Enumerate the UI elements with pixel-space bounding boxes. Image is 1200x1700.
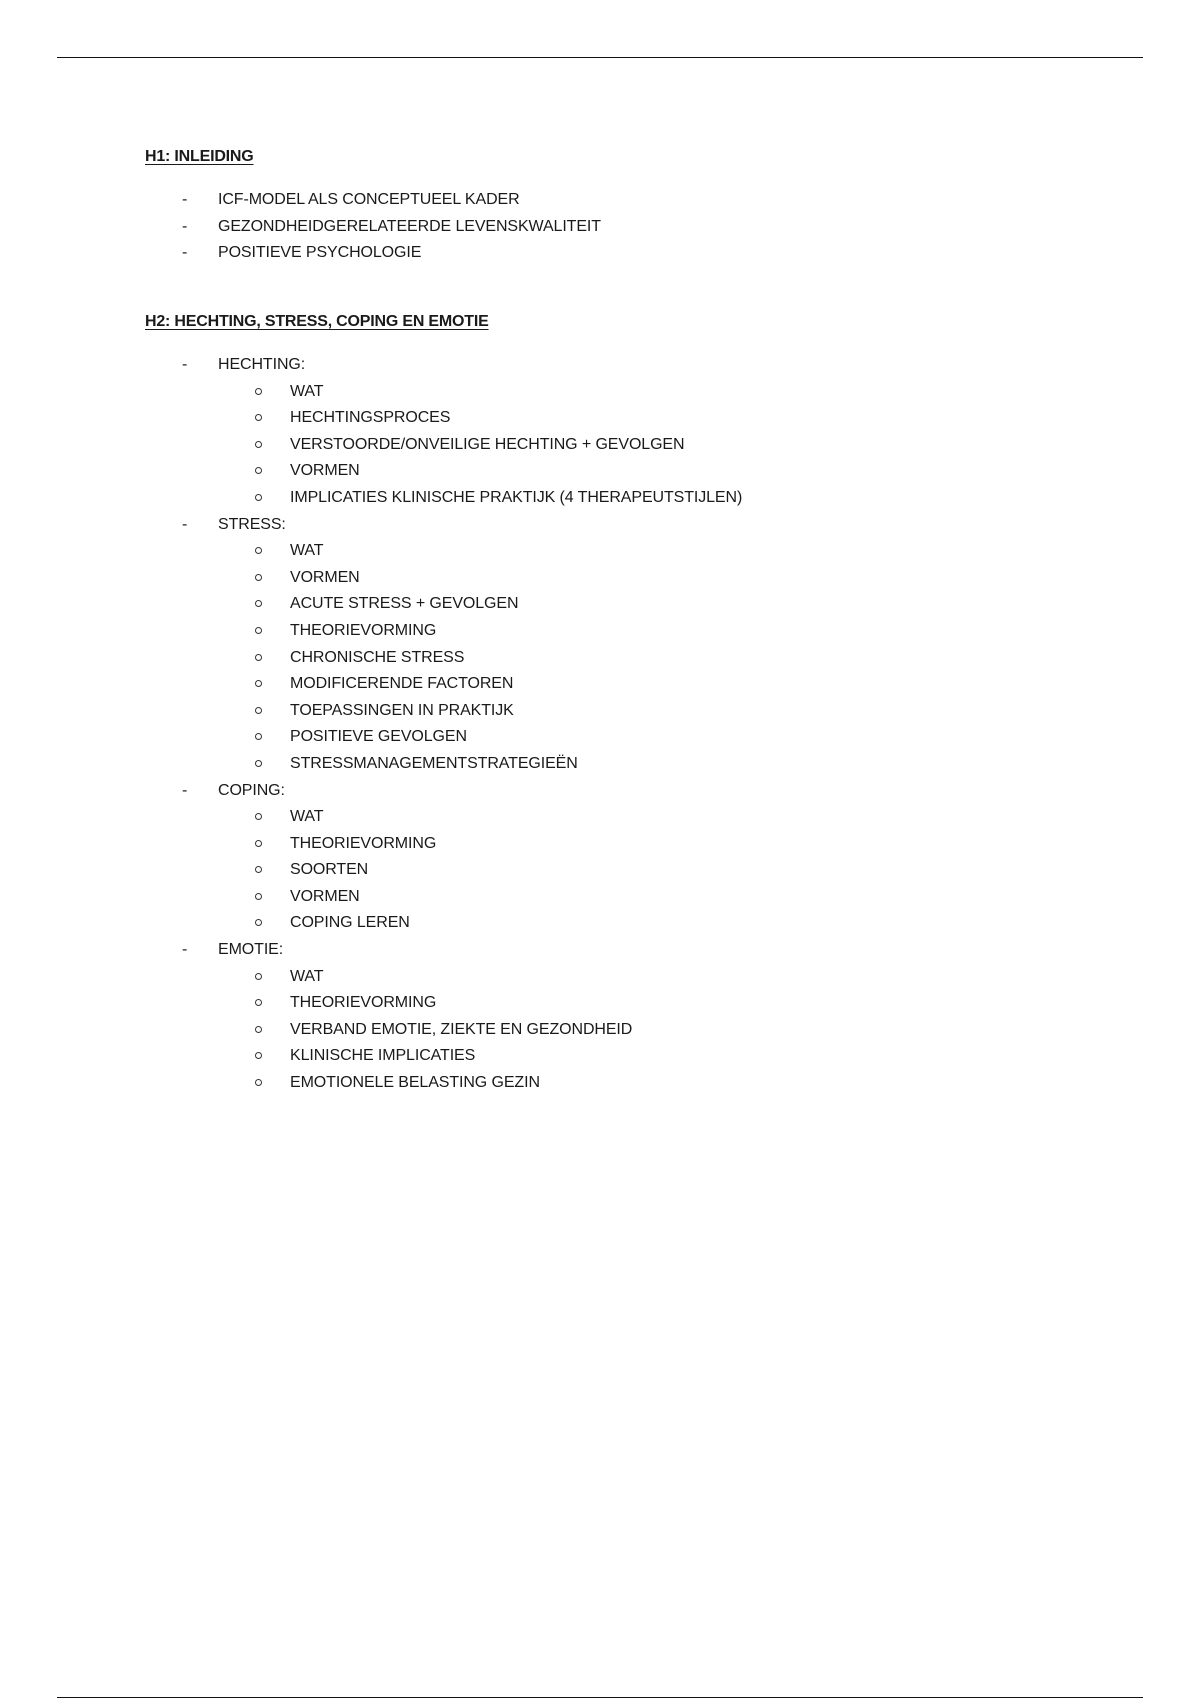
circle-bullet-icon [255,707,262,714]
circle-bullet-icon [255,414,262,421]
header-rule [57,57,1143,58]
sub-item-text: WAT [290,382,324,400]
sub-item-text: VERBAND EMOTIE, ZIEKTE EN GEZONDHEID [290,1020,633,1038]
circle-bullet-icon [255,680,262,687]
dash-bullet: - [182,515,188,533]
sub-item-text: TOEPASSINGEN IN PRAKTIJK [290,701,514,719]
circle-bullet-icon [255,1026,262,1033]
dash-bullet: - [182,356,188,373]
group-label: EMOTIE: [218,941,284,959]
sub-item-text: POSITIEVE GEVOLGEN [290,728,467,746]
circle-bullet-icon [255,467,262,474]
dash-bullet: - [182,217,188,235]
circle-bullet-icon [255,866,262,873]
circle-bullet-icon [255,1052,262,1059]
circle-bullet-icon [255,973,262,980]
circle-bullet-icon [255,547,262,554]
sub-item-text: STRESSMANAGEMENTSTRATEGIEËN [290,754,578,772]
sub-item-text: HECHTINGSPROCES [290,409,451,427]
list-item-text: POSITIEVE PSYCHOLOGIE [218,244,422,262]
group-label: HECHTING: [218,356,306,373]
dash-bullet: - [182,781,188,799]
sub-item-text: VORMEN [290,462,360,480]
list-item-text: GEZONDHEIDGERELATEERDE LEVENSKWALITEIT [218,217,601,235]
sub-item-text: WAT [290,542,324,560]
sub-item-text: CHRONISCHE STRESS [290,648,465,666]
dash-bullet: - [182,191,188,208]
dash-bullet: - [182,941,188,959]
circle-bullet-icon [255,1079,262,1086]
sub-item-text: KLINISCHE IMPLICATIES [290,1047,476,1065]
circle-bullet-icon [255,733,262,740]
circle-bullet-icon [255,574,262,581]
group-label: STRESS: [218,515,286,533]
sub-item-text: ACUTE STRESS + GEVOLGEN [290,595,519,613]
sub-item-text: THEORIEVORMING [290,621,437,639]
sub-item-text: WAT [290,967,324,985]
circle-bullet-icon [255,627,262,634]
sub-item-text: COPING LEREN [290,914,410,932]
sub-item-text: MODIFICERENDE FACTOREN [290,675,514,693]
dash-bullet: - [182,244,188,262]
circle-bullet-icon [255,893,262,900]
sub-item-text: THEORIEVORMING [290,994,437,1012]
sub-item-text: VORMEN [290,887,360,905]
section-heading-h2: H2: HECHTING, STRESS, COPING EN EMOTIE [145,313,489,330]
circle-bullet-icon [255,441,262,448]
section-heading-h1: H1: INLEIDING [145,148,254,165]
sub-item-text: VORMEN [290,568,360,586]
sub-item-text: VERSTOORDE/ONVEILIGE HECHTING + GEVOLGEN [290,435,685,453]
circle-bullet-icon [255,494,262,501]
sub-item-text: EMOTIONELE BELASTING GEZIN [290,1074,540,1092]
sub-item-text: WAT [290,808,324,826]
circle-bullet-icon [255,760,262,767]
sub-item-text: THEORIEVORMING [290,834,437,852]
circle-bullet-icon [255,919,262,926]
circle-bullet-icon [255,813,262,820]
footer-rule [57,1697,1143,1698]
circle-bullet-icon [255,388,262,395]
sub-item-text: SOORTEN [290,861,369,879]
circle-bullet-icon [255,600,262,607]
list-item-text: ICF-MODEL ALS CONCEPTUEEL KADER [218,191,520,208]
circle-bullet-icon [255,840,262,847]
circle-bullet-icon [255,999,262,1006]
sub-item-text: IMPLICATIES KLINISCHE PRAKTIJK (4 THERAPEUTSTIJLEN) [290,488,743,506]
circle-bullet-icon [255,654,262,661]
group-label: COPING: [218,781,285,799]
